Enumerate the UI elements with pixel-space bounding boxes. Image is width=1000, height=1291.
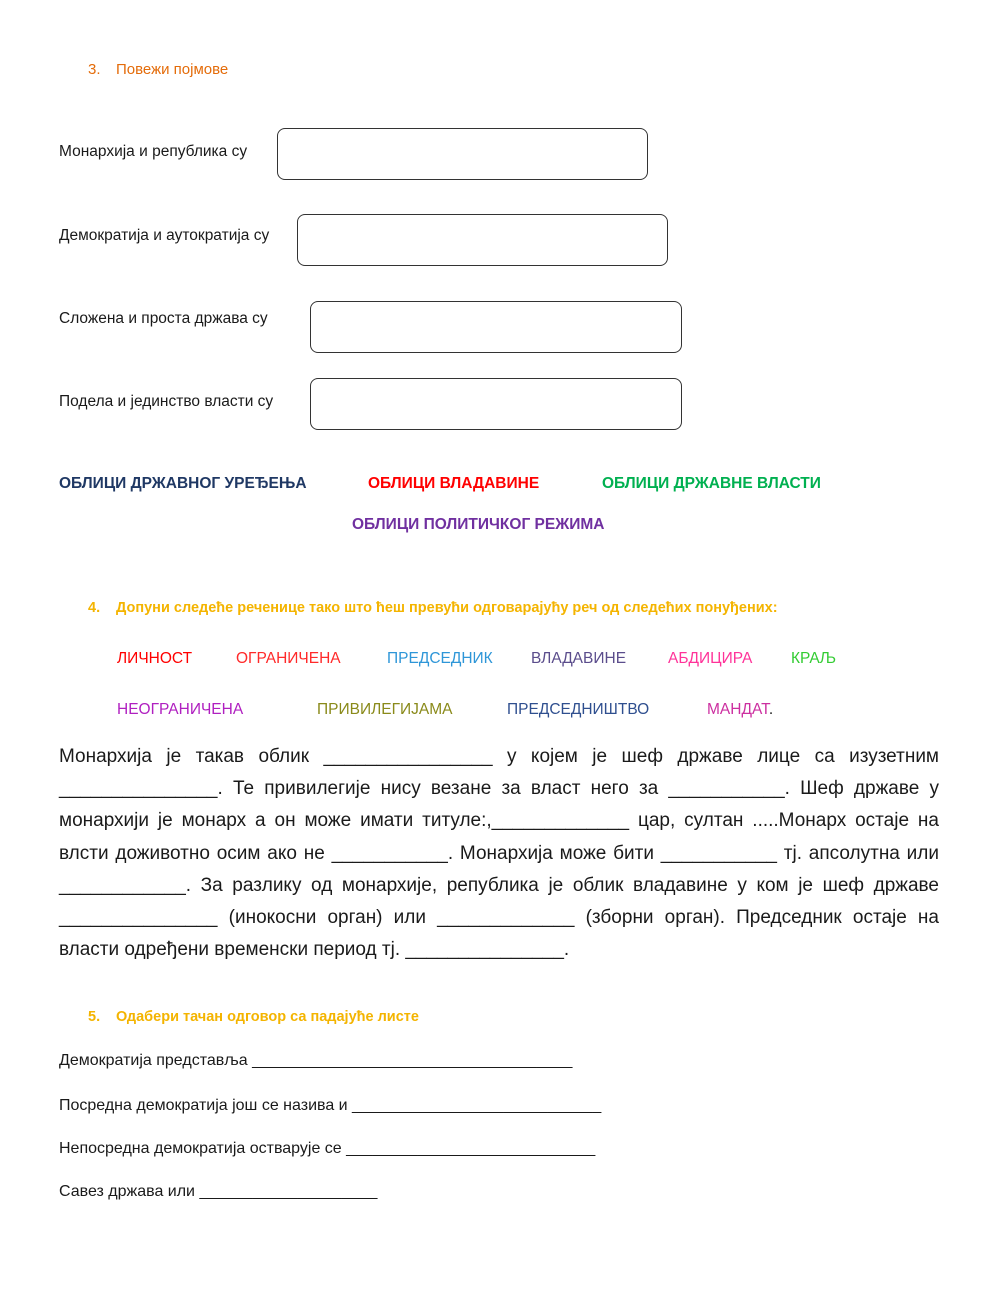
question-direct-democracy[interactable]: Непосредна демократија остварује се ____________________________	[59, 1140, 596, 1157]
word-abdicira[interactable]: АБДИЦИРА	[668, 650, 753, 667]
word-privilegijama[interactable]: ПРИВИЛЕГИЈАМА	[317, 701, 453, 718]
section-title: Повежи појмове	[116, 61, 229, 78]
word-neogranichena[interactable]: НЕОГРАНИЧЕНА	[117, 701, 244, 718]
category-form-of-government[interactable]: ОБЛИЦИ ВЛАДАВИНЕ	[368, 475, 540, 492]
word-kralj[interactable]: КРАЉ	[791, 650, 837, 667]
section-number: 5.	[88, 1009, 101, 1025]
question-union-of-states[interactable]: Савез држава или ____________________	[59, 1183, 378, 1200]
category-political-regime[interactable]: ОБЛИЦИ ПОЛИТИЧКОГ РЕЖИМА	[352, 516, 605, 533]
question-indirect-democracy[interactable]: Посредна демократија још се назива и ____________________________	[59, 1097, 602, 1114]
drop-box-2[interactable]	[297, 214, 668, 266]
pair-label-1: Монархија и република су	[59, 143, 248, 160]
section-number: 4.	[88, 600, 101, 616]
section-5-heading	[88, 1009, 419, 1025]
pair-label-4: Подела и јединство власти су	[59, 393, 274, 410]
word-predsednishtvo[interactable]: ПРЕДСЕДНИШТВО	[507, 701, 650, 718]
word-vladavine[interactable]: ВЛАДАВИНЕ	[531, 650, 627, 667]
drop-box-3[interactable]	[310, 301, 682, 353]
drop-box-4[interactable]	[310, 378, 682, 430]
word-mandat-wrapper	[707, 701, 773, 719]
pair-label-3: Сложена и проста држава су	[59, 310, 268, 327]
word-lichnost[interactable]: ЛИЧНОСТ	[117, 650, 193, 667]
section-title: Допуни следеће реченице тако што ћеш превући одговарајућу реч од следећих понуђених:	[116, 600, 778, 616]
fill-in-paragraph: Монархија је такав облик ________________ у којем је шеф државе лице са изузетним _______________. Те привилегије нису везане за власт него за ___________. Шеф државе у монархији је монарх а он може имати титуле:,_____________ цар, султан .....Монарх остаје на влсти доживотно осим ако не ___________. Монархија може бити ___________ тј. апсолутна или ____________. За разлику од монархије, република је облик владавине у ком је шеф државе _______________ (инокосни орган) или _____________ (зборни орган). Председник остаје на власти одређени временски период тј. _______________.	[59, 746, 939, 961]
word-mandat[interactable]: МАНДАТ	[707, 701, 769, 718]
section-3-heading	[88, 61, 228, 78]
drop-box-1[interactable]	[277, 128, 648, 180]
category-state-power[interactable]: ОБЛИЦИ ДРЖАВНЕ ВЛАСТИ	[602, 475, 821, 492]
word-ogranichena[interactable]: ОГРАНИЧЕНА	[236, 650, 341, 667]
section-title: Одабери тачан одговор са падајуће листе	[116, 1009, 419, 1025]
word-predsednik[interactable]: ПРЕДСЕДНИК	[387, 650, 493, 667]
pair-label-2: Демократија и аутократија су	[59, 227, 270, 244]
category-state-organization[interactable]: ОБЛИЦИ ДРЖАВНОГ УРЕЂЕЊА	[59, 475, 307, 492]
section-4-heading	[88, 600, 778, 616]
section-number: 3.	[88, 61, 101, 78]
question-democracy[interactable]: Демократија представља ____________________________________	[59, 1052, 573, 1069]
word-period: .	[768, 701, 774, 718]
